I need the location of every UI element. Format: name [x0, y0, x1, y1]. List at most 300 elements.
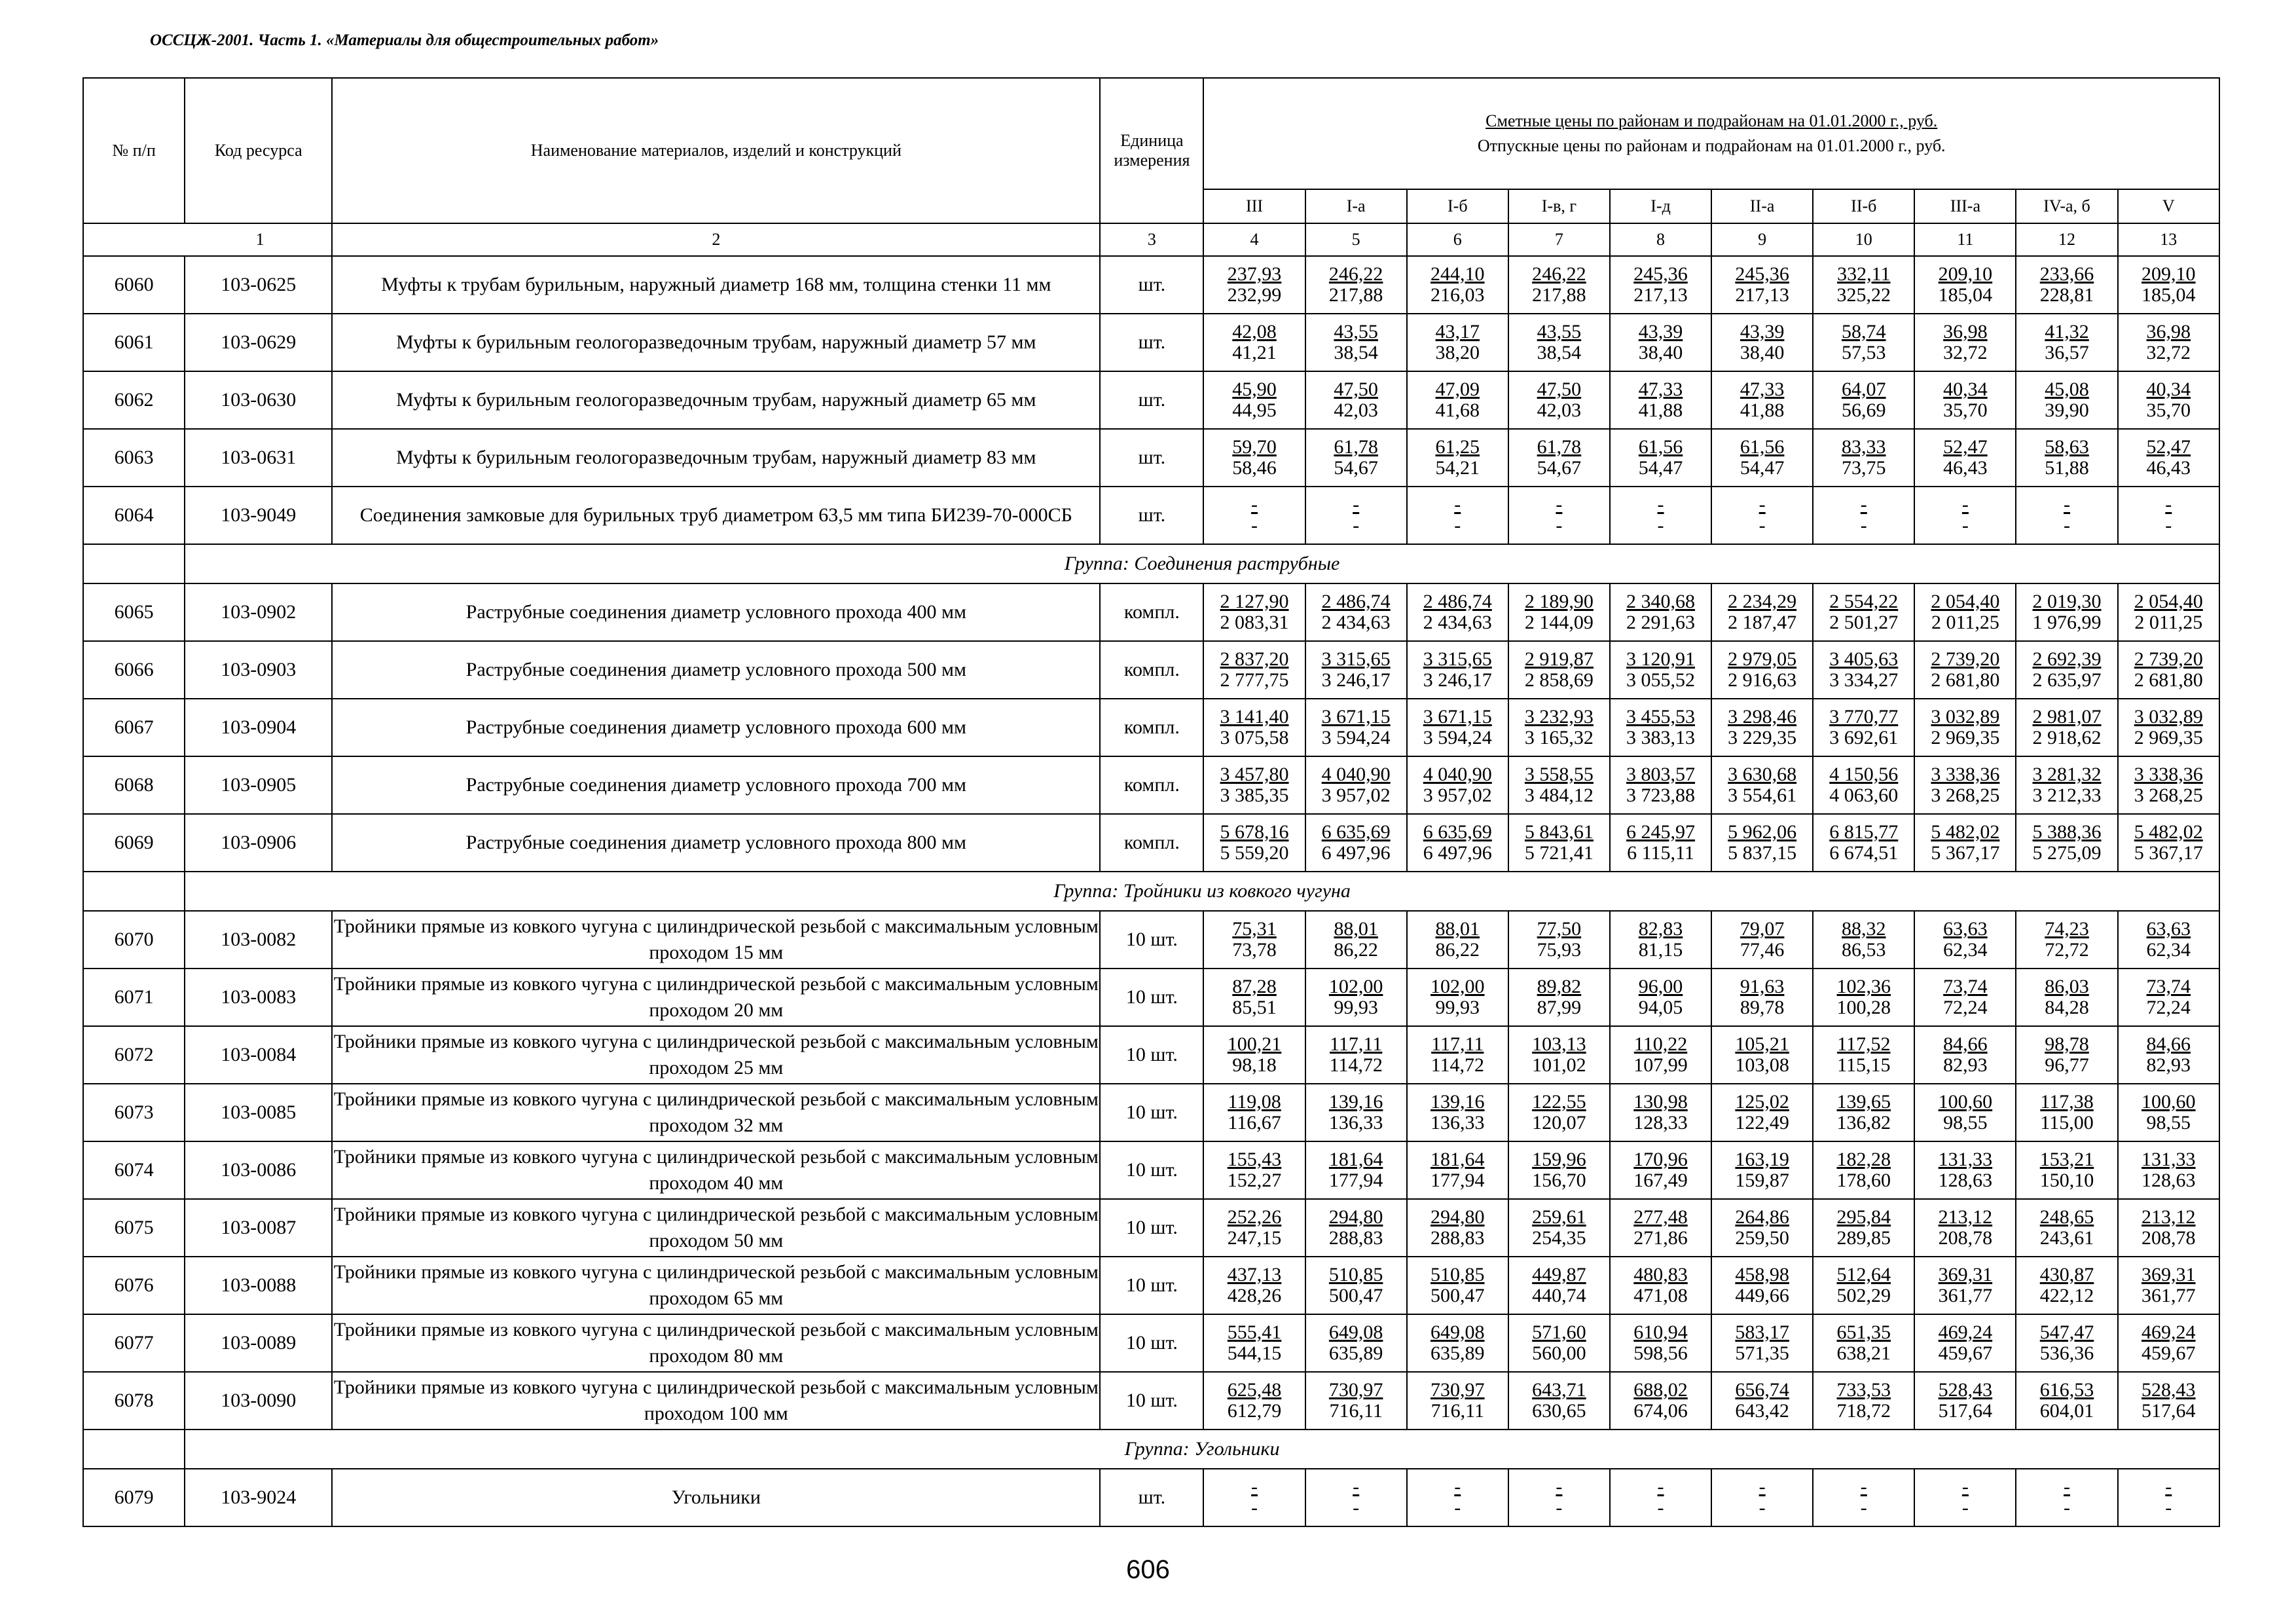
release-price: - — [1251, 515, 1258, 536]
price-cell — [1610, 371, 1711, 429]
material-name: Соединения замковые для бурильных труб диаметром 63,5 мм типа БИ239-70-000СБ — [332, 487, 1100, 544]
release-price: - — [1556, 1497, 1563, 1519]
region-header: I-д — [1610, 189, 1711, 223]
release-price: 6 674,51 — [1829, 842, 1899, 864]
estimate-price: 47,50 — [1537, 378, 1582, 400]
resource-code: 103-9049 — [185, 487, 332, 544]
estimate-price: 102,36 — [1836, 976, 1891, 997]
release-price: 86,53 — [1842, 939, 1886, 961]
price-cell — [1305, 1314, 1407, 1372]
price-cell — [1914, 1469, 2016, 1526]
release-price: 41,21 — [1232, 342, 1277, 363]
release-price: 259,50 — [1735, 1227, 1789, 1249]
estimate-price: 3 032,89 — [1931, 706, 2000, 728]
estimate-price: 47,33 — [1638, 378, 1683, 400]
estimate-price: 36,98 — [1943, 321, 1988, 342]
release-price: 517,64 — [1938, 1400, 1993, 1422]
release-price: - — [1860, 515, 1867, 536]
estimate-price: 5 678,16 — [1220, 821, 1289, 843]
estimate-price: - — [1556, 1476, 1563, 1498]
estimate-price: 3 405,63 — [1829, 648, 1899, 670]
estimate-price: 153,21 — [2039, 1149, 2094, 1170]
price-cell — [2016, 1141, 2117, 1199]
unit-of-measure: шт. — [1100, 314, 1203, 371]
material-name: Раструбные соединения диаметр условного прохода 600 мм — [332, 699, 1100, 756]
price-cell — [2118, 371, 2219, 429]
release-price: - — [1353, 1497, 1360, 1519]
table-row — [83, 756, 2219, 814]
price-cell — [1711, 911, 1813, 969]
estimate-price: 117,11 — [1431, 1033, 1484, 1055]
estimate-price: 91,63 — [1740, 976, 1785, 997]
release-price: 3 554,61 — [1728, 784, 1797, 806]
price-cell — [1305, 641, 1407, 699]
price-cell — [2118, 1199, 2219, 1257]
estimate-price: 2 189,90 — [1524, 591, 1594, 612]
price-cell — [1610, 969, 1711, 1026]
release-price: 5 367,17 — [1931, 842, 2000, 864]
release-price: - — [1454, 515, 1461, 536]
document-header: ОССЦЖ-2001. Часть 1. «Материалы для общестроительных работ» — [150, 31, 659, 49]
release-price: 635,89 — [1328, 1342, 1383, 1364]
release-price: 2 434,63 — [1423, 612, 1492, 633]
price-cell — [1407, 1469, 1508, 1526]
estimate-price: 61,78 — [1537, 436, 1582, 458]
unit-of-measure: 10 шт. — [1100, 1257, 1203, 1314]
resource-code: 103-0084 — [185, 1026, 332, 1084]
release-price: 3 268,25 — [2134, 784, 2203, 806]
unit-of-measure: 10 шт. — [1100, 1141, 1203, 1199]
release-price: 3 385,35 — [1220, 784, 1289, 806]
price-cell — [2016, 1026, 2117, 1084]
price-cell — [2016, 1372, 2117, 1430]
price-cell — [1914, 583, 2016, 641]
page-number: 606 — [1126, 1555, 1170, 1584]
release-price: 100,28 — [1836, 997, 1891, 1018]
release-price: 208,78 — [2141, 1227, 2196, 1249]
estimate-price: 246,22 — [1328, 263, 1383, 285]
estimate-price: 6 815,77 — [1829, 821, 1899, 843]
price-cell — [1711, 814, 1813, 872]
release-price: 228,81 — [2039, 284, 2094, 306]
estimate-price: 4 150,56 — [1829, 764, 1899, 785]
price-cell — [1508, 1372, 1610, 1430]
release-price: 3 334,27 — [1829, 669, 1899, 691]
estimate-price: 6 245,97 — [1626, 821, 1696, 843]
price-cell — [1305, 1199, 1407, 1257]
release-price: 4 063,60 — [1829, 784, 1899, 806]
column-number: 12 — [2016, 223, 2117, 256]
resource-code: 103-0906 — [185, 814, 332, 872]
release-price: 96,77 — [2045, 1054, 2089, 1076]
header-prices-estimate: Сметные цены по районам и подрайонам на 01.01.2000 г., руб. — [1485, 111, 1938, 130]
price-cell — [1407, 699, 1508, 756]
price-cell — [1914, 1372, 2016, 1430]
estimate-price: 3 803,57 — [1626, 764, 1696, 785]
row-number: 6070 — [83, 911, 185, 969]
estimate-price: 2 554,22 — [1829, 591, 1899, 612]
release-price: 598,56 — [1633, 1342, 1688, 1364]
estimate-price: 117,52 — [1837, 1033, 1891, 1055]
release-price: 178,60 — [1836, 1170, 1891, 1191]
release-price: 89,78 — [1740, 997, 1785, 1018]
price-cell — [1508, 1141, 1610, 1199]
release-price: 2 187,47 — [1728, 612, 1797, 633]
table-row — [83, 429, 2219, 487]
estimate-price: - — [1353, 494, 1360, 515]
column-number: 3 — [1100, 223, 1203, 256]
estimate-price: 5 482,02 — [2134, 821, 2203, 843]
table-row — [83, 699, 2219, 756]
release-price: 3 594,24 — [1423, 727, 1492, 748]
estimate-price: 3 671,15 — [1321, 706, 1391, 728]
estimate-price: 83,33 — [1842, 436, 1886, 458]
release-price: 288,83 — [1430, 1227, 1485, 1249]
release-price: 54,67 — [1537, 457, 1582, 479]
release-price: 612,79 — [1227, 1400, 1282, 1422]
release-price: 82,93 — [2146, 1054, 2191, 1076]
release-price: 32,72 — [1943, 342, 1988, 363]
table-row — [83, 256, 2219, 314]
release-price: 5 367,17 — [2134, 842, 2203, 864]
column-number: 7 — [1508, 223, 1610, 256]
estimate-price: 469,24 — [2141, 1321, 2196, 1343]
estimate-price: 52,47 — [1943, 436, 1988, 458]
column-number: 2 — [332, 223, 1100, 256]
table-row — [83, 1199, 2219, 1257]
price-cell — [2016, 911, 2117, 969]
release-price: 84,28 — [2045, 997, 2089, 1018]
price-cell — [1813, 756, 1914, 814]
table-row — [83, 969, 2219, 1026]
price-cell — [1305, 314, 1407, 371]
price-cell — [1305, 969, 1407, 1026]
material-name: Тройники прямые из ковкого чугуна с цилиндрической резьбой с максимальным условным проходом 80 мм — [332, 1314, 1100, 1372]
release-price: 271,86 — [1633, 1227, 1688, 1249]
price-cell — [1407, 1199, 1508, 1257]
release-price: 2 777,75 — [1220, 669, 1289, 691]
estimate-price: 245,36 — [1633, 263, 1688, 285]
estimate-price: - — [1961, 494, 1969, 515]
price-cell — [1407, 911, 1508, 969]
release-price: 502,29 — [1836, 1285, 1891, 1306]
release-price: 571,35 — [1735, 1342, 1789, 1364]
release-price: 120,07 — [1532, 1112, 1586, 1134]
estimate-price: - — [1556, 494, 1563, 515]
estimate-price: 43,39 — [1638, 321, 1683, 342]
estimate-price: 100,60 — [1938, 1091, 1993, 1113]
price-cell — [1813, 1026, 1914, 1084]
price-cell — [1610, 1026, 1711, 1084]
estimate-price: 248,65 — [2039, 1206, 2094, 1228]
material-name: Тройники прямые из ковкого чугуна с цилиндрической резьбой с максимальным условным проходом 100 мм — [332, 1372, 1100, 1430]
price-cell — [1813, 429, 1914, 487]
unit-of-measure: шт. — [1100, 371, 1203, 429]
price-cell — [1813, 1199, 1914, 1257]
release-price: 72,24 — [1943, 997, 1988, 1018]
release-price: 674,06 — [1633, 1400, 1688, 1422]
price-cell — [2118, 1257, 2219, 1314]
price-cell — [1203, 429, 1305, 487]
price-cell — [2118, 583, 2219, 641]
price-cell — [1203, 911, 1305, 969]
estimate-price: 3 455,53 — [1626, 706, 1696, 728]
release-price: 128,63 — [1938, 1170, 1993, 1191]
estimate-price: 58,63 — [2045, 436, 2089, 458]
estimate-price: - — [1251, 1476, 1258, 1498]
release-price: 3 165,32 — [1524, 727, 1594, 748]
release-price: 75,93 — [1537, 939, 1582, 961]
price-cell — [1407, 641, 1508, 699]
estimate-price: 233,66 — [2039, 263, 2094, 285]
table-row — [83, 814, 2219, 872]
resource-code: 103-0625 — [185, 256, 332, 314]
release-price: 517,64 — [2141, 1400, 2196, 1422]
column-number-row — [83, 223, 2219, 256]
price-cell — [1305, 1084, 1407, 1141]
release-price: 718,72 — [1836, 1400, 1891, 1422]
row-number: 6074 — [83, 1141, 185, 1199]
release-price: 2 916,63 — [1728, 669, 1797, 691]
estimate-price: 47,33 — [1740, 378, 1785, 400]
price-cell — [1508, 1314, 1610, 1372]
release-price: 449,66 — [1735, 1285, 1789, 1306]
estimate-price: 122,55 — [1532, 1091, 1586, 1113]
price-cell — [2118, 1141, 2219, 1199]
estimate-price: 61,25 — [1435, 436, 1480, 458]
price-cell — [1508, 256, 1610, 314]
header-code: Код ресурса — [185, 78, 332, 223]
price-cell — [1914, 1314, 2016, 1372]
price-cell — [1711, 429, 1813, 487]
estimate-price: 88,32 — [1842, 918, 1886, 940]
price-cell — [1305, 1469, 1407, 1526]
price-cell — [1203, 699, 1305, 756]
price-cell — [1914, 371, 2016, 429]
estimate-price: - — [1353, 1476, 1360, 1498]
estimate-price: 42,08 — [1232, 321, 1277, 342]
estimate-price: - — [2165, 494, 2172, 515]
material-name: Раструбные соединения диаметр условного прохода 800 мм — [332, 814, 1100, 872]
release-price: 177,94 — [1430, 1170, 1485, 1191]
release-price: - — [1657, 515, 1664, 536]
price-cell — [1914, 1199, 2016, 1257]
release-price: 2 681,80 — [2134, 669, 2203, 691]
unit-of-measure: 10 шт. — [1100, 1314, 1203, 1372]
release-price: 217,13 — [1735, 284, 1789, 306]
estimate-price: 77,50 — [1537, 918, 1582, 940]
price-cell — [1914, 756, 2016, 814]
estimate-price: 139,16 — [1430, 1091, 1485, 1113]
price-cell — [1508, 1084, 1610, 1141]
price-cell — [1914, 641, 2016, 699]
release-price: 54,47 — [1638, 457, 1683, 479]
price-cell — [1407, 814, 1508, 872]
release-price: - — [1758, 515, 1766, 536]
price-cell — [1203, 641, 1305, 699]
unit-of-measure: компл. — [1100, 814, 1203, 872]
release-price: 3 723,88 — [1626, 784, 1696, 806]
resource-code: 103-0088 — [185, 1257, 332, 1314]
estimate-price: 63,63 — [1943, 918, 1988, 940]
estimate-price: - — [1860, 494, 1867, 515]
release-price: 361,77 — [2141, 1285, 2196, 1306]
release-price: 422,12 — [2039, 1285, 2094, 1306]
release-price: 3 957,02 — [1423, 784, 1492, 806]
price-cell — [1813, 1141, 1914, 1199]
region-header: III-а — [1914, 189, 2016, 223]
price-cell — [1610, 814, 1711, 872]
estimate-price: 43,55 — [1334, 321, 1378, 342]
price-cell — [2016, 1084, 2117, 1141]
price-cell — [1711, 1084, 1813, 1141]
row-number: 6064 — [83, 487, 185, 544]
estimate-price: 2 054,40 — [1931, 591, 2000, 612]
price-cell — [1711, 1026, 1813, 1084]
price-cell — [1508, 429, 1610, 487]
release-price: 46,43 — [1943, 457, 1988, 479]
price-cell — [2016, 1469, 2117, 1526]
estimate-price: 98,78 — [2045, 1033, 2089, 1055]
release-price: 2 434,63 — [1321, 612, 1391, 633]
release-price: 115,15 — [1837, 1054, 1891, 1076]
price-cell — [1203, 1314, 1305, 1372]
price-cell — [1813, 641, 1914, 699]
price-cell — [1407, 1372, 1508, 1430]
price-table — [82, 77, 2220, 1527]
material-name: Тройники прямые из ковкого чугуна с цилиндрической резьбой с максимальным условным проходом 15 мм — [332, 911, 1100, 969]
header-unit: Единица измерения — [1100, 78, 1203, 223]
release-price: 208,78 — [1938, 1227, 1993, 1249]
estimate-price: 40,34 — [1943, 378, 1988, 400]
release-price: 6 115,11 — [1627, 842, 1694, 864]
release-price: 440,74 — [1532, 1285, 1586, 1306]
release-price: 99,93 — [1435, 997, 1480, 1018]
price-cell — [1508, 1026, 1610, 1084]
header-num: № п/п — [83, 78, 185, 223]
estimate-price: 3 281,32 — [2032, 764, 2102, 785]
region-header: II-а — [1711, 189, 1813, 223]
estimate-price: 181,64 — [1328, 1149, 1383, 1170]
estimate-price: 246,22 — [1532, 263, 1586, 285]
price-cell — [1305, 583, 1407, 641]
material-name: Тройники прямые из ковкого чугуна с цилиндрической резьбой с максимальным условным проходом 32 мм — [332, 1084, 1100, 1141]
release-price: 459,67 — [1938, 1342, 1993, 1364]
resource-code: 103-0090 — [185, 1372, 332, 1430]
estimate-price: 649,08 — [1430, 1321, 1485, 1343]
price-cell — [2016, 487, 2117, 544]
release-price: 3 268,25 — [1931, 784, 2000, 806]
estimate-price: 3 338,36 — [2134, 764, 2203, 785]
price-cell — [1610, 256, 1711, 314]
estimate-price: 616,53 — [2039, 1379, 2094, 1401]
price-cell — [1813, 256, 1914, 314]
price-cell — [1711, 1199, 1813, 1257]
header-prices-release: Отпускные цены по районам и подрайонам на 01.01.2000 г., руб. — [1477, 136, 1946, 155]
estimate-price: 100,60 — [2141, 1091, 2196, 1113]
release-price: 98,55 — [1943, 1112, 1988, 1134]
estimate-price: 182,28 — [1836, 1149, 1891, 1170]
estimate-price: 651,35 — [1836, 1321, 1891, 1343]
price-cell — [1711, 256, 1813, 314]
price-cell — [1914, 429, 2016, 487]
estimate-price: 688,02 — [1633, 1379, 1688, 1401]
release-price: 35,70 — [1943, 399, 1988, 421]
release-price: 1 976,99 — [2032, 612, 2102, 633]
table-row — [83, 911, 2219, 969]
price-cell — [1508, 314, 1610, 371]
price-cell — [1203, 314, 1305, 371]
estimate-price: 547,47 — [2039, 1321, 2094, 1343]
release-price: - — [1961, 1497, 1969, 1519]
column-number: 10 — [1813, 223, 1914, 256]
price-cell — [1813, 314, 1914, 371]
row-number: 6066 — [83, 641, 185, 699]
estimate-price: 3 298,46 — [1728, 706, 1797, 728]
estimate-price: - — [1758, 494, 1766, 515]
release-price: 716,11 — [1329, 1400, 1383, 1422]
price-cell — [1508, 699, 1610, 756]
estimate-price: - — [1251, 494, 1258, 515]
release-price: 288,83 — [1328, 1227, 1383, 1249]
estimate-price: - — [1454, 494, 1461, 515]
estimate-price: - — [1657, 1476, 1664, 1498]
region-header: V — [2118, 189, 2219, 223]
row-number: 6069 — [83, 814, 185, 872]
price-cell — [1203, 1141, 1305, 1199]
estimate-price: 3 315,65 — [1321, 648, 1391, 670]
price-cell — [1203, 756, 1305, 814]
estimate-price: 3 457,80 — [1220, 764, 1289, 785]
price-cell — [1914, 911, 2016, 969]
row-number: 6063 — [83, 429, 185, 487]
release-price: 2 681,80 — [1931, 669, 2000, 691]
group-spacer — [83, 544, 185, 583]
price-cell — [1305, 1141, 1407, 1199]
estimate-price: 181,64 — [1430, 1149, 1485, 1170]
price-cell — [1508, 1257, 1610, 1314]
release-price: 247,15 — [1227, 1227, 1282, 1249]
estimate-price: 264,86 — [1735, 1206, 1789, 1228]
estimate-price: 449,87 — [1532, 1264, 1586, 1285]
price-cell — [1203, 256, 1305, 314]
price-cell — [1508, 371, 1610, 429]
release-price: 428,26 — [1227, 1285, 1282, 1306]
group-title: Группа: Угольники — [185, 1430, 2219, 1469]
price-cell — [1610, 1084, 1711, 1141]
resource-code: 103-0082 — [185, 911, 332, 969]
table-body — [83, 256, 2219, 1526]
price-cell — [1203, 814, 1305, 872]
release-price: 38,54 — [1537, 342, 1582, 363]
price-cell — [1508, 641, 1610, 699]
header-prices — [1203, 78, 2219, 189]
price-cell — [1610, 1314, 1711, 1372]
estimate-price: 74,23 — [2045, 918, 2089, 940]
release-price: 42,03 — [1537, 399, 1582, 421]
price-cell — [1508, 583, 1610, 641]
table-row — [83, 1314, 2219, 1372]
resource-code: 103-0087 — [185, 1199, 332, 1257]
release-price: 159,87 — [1735, 1170, 1789, 1191]
price-cell — [1203, 487, 1305, 544]
release-price: 152,27 — [1227, 1170, 1282, 1191]
release-price: 73,75 — [1842, 457, 1886, 479]
release-price: 51,88 — [2045, 457, 2089, 479]
price-cell — [1610, 429, 1711, 487]
estimate-price: 3 315,65 — [1423, 648, 1492, 670]
estimate-price: 643,71 — [1532, 1379, 1586, 1401]
